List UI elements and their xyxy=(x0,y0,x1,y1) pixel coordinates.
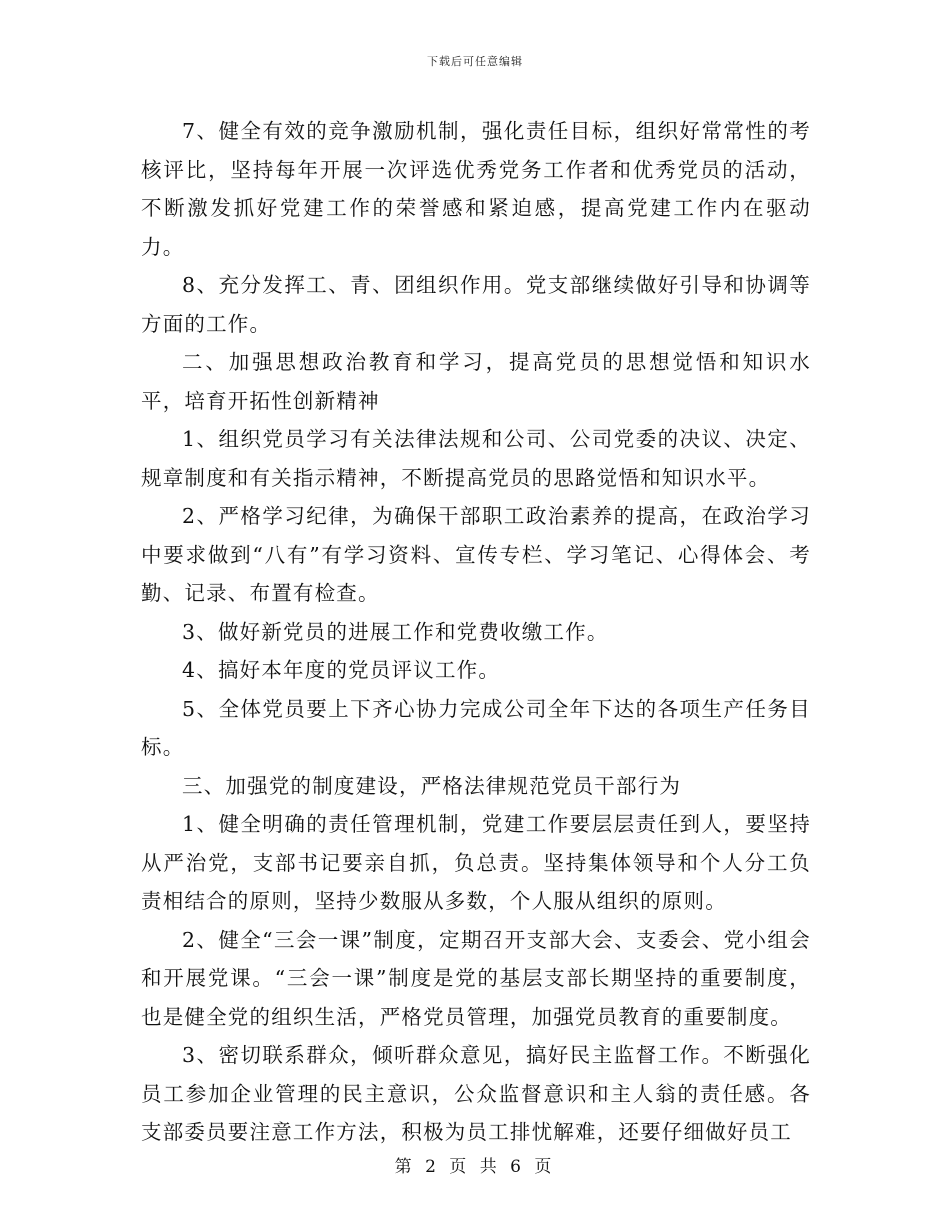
paragraph-7-incentive: 7、健全有效的竞争激励机制，强化责任目标，组织好常常性的考核评比，坚持每年开展一次评选优秀党务工作者和优秀党员的活动，不断激发抓好党建工作的荣誉感和紧迫感，提高党建工作内在驱动力。 xyxy=(141,119,811,259)
paragraph-2-5: 5、全体党员要上下齐心协力完成公司全年下达的各项生产任务目标。 xyxy=(141,696,811,759)
paragraph-2-3: 3、做好新党员的进展工作和党费收缴工作。 xyxy=(182,619,609,644)
section-heading-2: 二、加强思想政治教育和学习，提高党员的思想觉悟和知识水平，培育开拓性创新精神 xyxy=(141,350,811,413)
paragraph-2-4: 4、搞好本年度的党员评议工作。 xyxy=(182,658,501,682)
section-heading-3: 三、加强党的制度建设，严格法律规范党员干部行为 xyxy=(182,773,682,798)
paragraph-3-1: 1、健全明确的责任管理机制，党建工作要层层责任到人，要坚持从严治党，支部书记要亲自抓，负总责。坚持集体领导和个人分工负责相结合的原则，坚持少数服从多数，个人服从组织的原则。 xyxy=(141,812,811,913)
page-header: 下载后可任意编辑 xyxy=(427,55,523,68)
paragraph-2-1: 1、组织党员学习有关法律法规和公司、公司党委的决议、决定、规章制度和有关指示精神，不断提高党员的思路觉悟和知识水平。 xyxy=(141,427,811,490)
paragraph-3-2: 2、健全“三会一课”制度，定期召开支部大会、支委会、党小组会和开展党课。“三会一课”制度是党的基层支部长期坚持的重要制度，也是健全党的组织生活，严格党员管理，加强党员教育的重要制度。 xyxy=(141,927,811,1029)
paragraph-8-organizations: 8、充分发挥工、青、团组织作用。党支部继续做好引导和协调等方面的工作。 xyxy=(141,273,811,336)
paragraph-2-2: 2、严格学习纪律，为确保干部职工政治素养的提高，在政治学习中要求做到“八有”有学习资料、宣传专栏、学习笔记、心得体会、考勤、记录、布置有检查。 xyxy=(141,504,811,605)
page-number: 第 2 页 共 6 页 xyxy=(394,1157,556,1177)
paragraph-3-3: 3、密切联系群众，倾听群众意见，搞好民主监督工作。不断强化员工参加企业管理的民主意识，公众监督意识和主人翁的责任感。各支部委员要注意工作方法，积极为员工排忧解难，还要仔细做好员工 xyxy=(141,1043,811,1144)
document-body xyxy=(141,112,811,1152)
